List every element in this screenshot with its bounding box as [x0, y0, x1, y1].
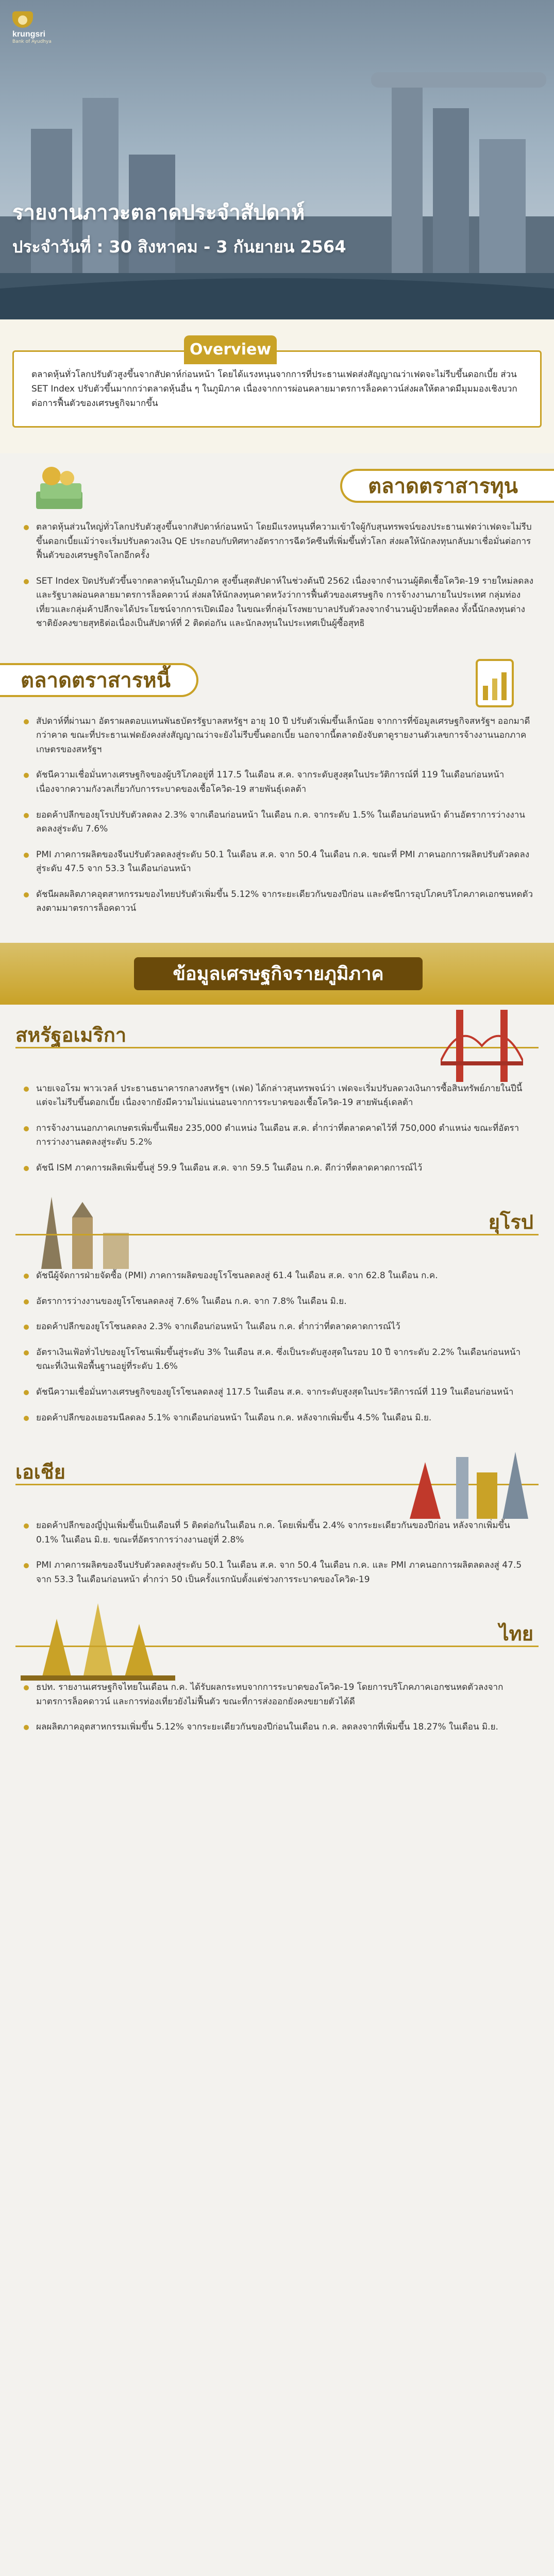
asia-bullet: ยอดค้าปลีกของญี่ปุ่นเพิ่มขึ้นเป็นเดือนที่ 5 ติดต่อกันในเดือน ก.ค. โดยเพิ่มขึ้น 2.4% จากระยะเดียวกันของปีก่อน หลังจากเพิ่มขึ้น 0.1% ในเดือน มิ.ย. ขณะที่อัตราการว่างงานอยู่ที่ 2.8% [21, 1519, 533, 1547]
overview-label: Overview [184, 335, 277, 364]
golden-gate-bridge-icon [441, 1005, 523, 1082]
thailand-divider [15, 1646, 539, 1647]
europe-bullet: ยอดค้าปลีกของเยอรมนีลดลง 5.1% จากเดือนก่อนหน้า ในเดือน ก.ค. หลังจากเพิ่มขึ้น 4.5% ในเดือน มิ.ย. [21, 1411, 533, 1426]
city-skyline-illustration [0, 52, 554, 319]
europe-bullet: อัตราเงินเฟ้อทั่วไปของยูโรโซนเพิ่มขึ้นสู่ระดับ 3% ในเดือน ส.ค. ซึ่งเป็นระดับสูงสุดในรอบ 10 ปี จากระดับ 2.2% ในเดือนก่อนหน้า ขณะที่เงินเฟ้อพื้นฐานอยู่ที่ระดับ 1.6% [21, 1346, 533, 1374]
bond-bullet: สัปดาห์ที่ผ่านมา อัตราผลตอบแทนพันธบัตรรัฐบาลสหรัฐฯ อายุ 10 ปี ปรับตัวเพิ่มขึ้นเล็กน้อย จากการที่ข้อมูลเศรษฐกิจสหรัฐฯ ออกมาดีกว่าคาด ขณะที่ประธานเฟดยังคงส่งสัญญาณว่าจะยังไม่รีบขึ้นดอกเบี้ย นอกจากนี้ตลาดยังจับตาดูรายงานตัวเลขการจ้างงานนอกภาคเกษตรของสหรัฐฯ [21, 715, 533, 757]
bond-title: ตลาดตราสารหนี้ [0, 663, 198, 697]
macro-banner [0, 943, 554, 1005]
equity-bullet: ตลาดหุ้นส่วนใหญ่ทั่วโลกปรับตัวสูงขึ้นจากสัปดาห์ก่อนหน้า โดยมีแรงหนุนที่ความเข้าใจผู้กับสุนทรพจน์ของประธานเฟดว่าเฟดจะไม่รีบขึ้นดอกเบี้ยแม้ว่าจะเริ่มปรับลดวงเงิน QE ประกอบกับทิศทางอัตราการฉีดวัคซีนที่เพิ่มขึ้นทั่วโลก ส่งผลให้นักลงทุนกลับมาเชื่อมั่นต่อการฟื้นตัวของเศรษฐกิจโลกอีกครั้ง [21, 520, 533, 563]
thai-temple-icon [21, 1603, 175, 1681]
asian-landmarks-icon [399, 1442, 533, 1519]
usa-header [0, 1005, 554, 1082]
equity-bullets [0, 520, 554, 648]
overview-text: ตลาดหุ้นทั่วโลกปรับตัวสูงขึ้นจากสัปดาห์ก่อนหน้า โดยได้แรงหนุนจากการที่ประธานเฟดส่งสัญญาณว่าเฟดจะไม่รีบขึ้นดอกเบี้ย ส่วน SET Index ปรับตัวขึ้นมากกว่าตลาดหุ้นอื่น ๆ ในภูมิภาค เนื่องจากการผ่อนคลายมาตรการล็อคดาวน์ส่งผลให้ตลาดมีมุมมองเชิงบวกต่อการฟื้นตัวของเศรษฐกิจมากขึ้น [31, 369, 517, 409]
thailand-bullet: ผลผลิตภาคอุตสาหกรรมเพิ่มขึ้น 5.12% จากระยะเดียวกันของปีก่อนในเดือน ก.ค. ลดลงจากที่เพิ่มขึ้น 18.27% ในเดือน มิ.ย. [21, 1720, 533, 1735]
bond-bullet: ยอดค้าปลีกของยุโรปปรับตัวลดลง 2.3% จากเดือนก่อนหน้า ในเดือน ก.ค. จากระดับ 1.5% ในเดือนก่อนหน้า ด้านอัตราการว่างงานลดลงสู่ระดับ 7.6% [21, 808, 533, 837]
overview-section [0, 319, 554, 453]
bond-header [0, 648, 554, 715]
europe-bullet: อัตราการว่างงานของยูโรโซนลดลงสู่ 7.6% ในเดือน ก.ค. จาก 7.8% ในเดือน มิ.ย. [21, 1295, 533, 1309]
europe-header [0, 1192, 554, 1269]
european-landmarks-icon [21, 1192, 134, 1269]
thailand-bullets [0, 1681, 554, 1751]
usa-title: สหรัฐอเมริกา [15, 1023, 127, 1046]
document-chart-icon [466, 655, 523, 711]
report-title: รายงานภาวะตลาดประจำสัปดาห์ [12, 201, 305, 225]
overview-box [12, 341, 542, 428]
asia-header [0, 1442, 554, 1519]
macro-title: ข้อมูลเศรษฐกิจรายภูมิภาค [134, 957, 423, 990]
krungsri-gecko-icon [12, 11, 33, 28]
usa-bullet: การจ้างงานนอกภาคเกษตรเพิ่มขึ้นเพียง 235,000 ตำแหน่ง ในเดือน ส.ค. ต่ำกว่าที่ตลาดคาดไว้ที่ 750,000 ตำแหน่ง ขณะที่อัตราการว่างงานลดลงสู่ระดับ 5.2% [21, 1122, 533, 1150]
europe-divider [15, 1234, 539, 1235]
bond-bullet: ดัชนีผลผลิตภาคอุตสาหกรรมของไทยปรับตัวเพิ่มขึ้น 5.12% จากระยะเดียวกันของปีก่อน และดัชนีการอุปโภคบริโภคภาคเอกชนหดตัวลงตามมาตรการล็อคดาวน์ [21, 888, 533, 916]
krungsri-logo [12, 11, 74, 44]
equity-header [0, 453, 554, 520]
report-date: ประจำวันที่ : 30 สิงหาคม - 3 กันยายน 2564 [12, 237, 346, 257]
europe-bullet: ยอดค้าปลีกของยูโรโซนลดลง 2.3% จากเดือนก่อนหน้า ในเดือน ก.ค. ต่ำกว่าที่ตลาดคาดการณ์ไว้ [21, 1320, 533, 1334]
asia-bullet: PMI ภาคการผลิตของจีนปรับตัวลดลงสู่ระดับ 50.1 ในเดือน ส.ค. จาก 50.4 ในเดือน ก.ค. และ PMI ภาคนอกการผลิตลดลงสู่ 47.5 จาก 53.3 ในเดือนก่อนหน้า ต่ำกว่า 50 เป็นครั้งแรกนับตั้งแต่ช่วงการระบาดของโควิด-19 [21, 1558, 533, 1587]
brand-subname: Bank of Ayudhya [12, 39, 52, 44]
usa-bullet: นายเจอโรม พาวเวลล์ ประธานธนาคารกลางสหรัฐฯ (เฟด) ได้กล่าวสุนทรพจน์ว่า เฟดจะเริ่มปรับลดวงเงินการซื้อสินทรัพย์ภายในปีนี้ แต่จะไม่รีบขึ้นดอกเบี้ย เนื่องจากยังมีความไม่แน่นอนจากการระบาดของเชื้อโควิด-19 สายพันธุ์เดลต้า [21, 1082, 533, 1110]
europe-bullet: ดัชนีความเชื่อมั่นทางเศรษฐกิจของยูโรโซนลดลงสู่ 117.5 ในเดือน ส.ค. จากระดับสูงสุดในประวัติการณ์ที่ 119 ในเดือนก่อนหน้า [21, 1385, 533, 1400]
asia-bullets [0, 1519, 554, 1603]
thailand-title: ไทย [499, 1622, 533, 1646]
usa-bullets [0, 1082, 554, 1192]
equity-title: ตลาดตราสารทุน [340, 469, 554, 503]
hero-banner [0, 0, 554, 319]
thailand-header [0, 1603, 554, 1681]
bond-bullet: PMI ภาคการผลิตของจีนปรับตัวลดลงสู่ระดับ 50.1 ในเดือน ส.ค. จาก 50.4 ในเดือน ก.ค. ขณะที่ PMI ภาคนอกการผลิตปรับตัวลดลงสู่ระดับ 47.5 จาก 53.3 ในเดือนก่อนหน้า [21, 848, 533, 876]
europe-bullets [0, 1269, 554, 1442]
thailand-bullet: ธปท. รายงานเศรษฐกิจไทยในเดือน ก.ค. ได้รับผลกระทบจากการระบาดของโควิด-19 โดยการบริโภคภาคเอกชนหดตัวลงจากมาตรการล็อคดาวน์ และการท่องเที่ยวยังไม่ฟื้นตัว ขณะที่การส่งออกยังคงขยายตัวได้ดี [21, 1681, 533, 1709]
equity-bullet: SET Index ปิดปรับตัวขึ้นจากตลาดหุ้นในภูมิภาค สูงขึ้นสุดสัปดาห์ในช่วงต้นปี 2562 เนื่องจากจำนวนผู้ติดเชื้อโควิด-19 รายใหม่ลดลง และรัฐบาลผ่อนคลายมาตรการล็อคดาวน์ ส่งผลให้นักลงทุนคาดหวังว่าการฟื้นตัวของเศรษฐกิจ การจ้างงานภายในประเทศ กลุ่มท่องเที่ยวและกลุ่มค้าปลีกจะได้ประโยชน์จากการเปิดเมือง ในขณะที่กลุ่มโรงพยาบาลปรับตัวลงจากจำนวนผู้ป่วยที่ลดลง ทั้งนี้นักลงทุนต่างชาติยังคงขายสุทธิต่อเนื่องเป็นสัปดาห์ที่ 2 ติดต่อกัน และนักลงทุนในประเทศเป็นผู้ซื้อสุทธิ [21, 574, 533, 631]
bond-bullet: ดัชนีความเชื่อมั่นทางเศรษฐกิจของผู้บริโภคอยู่ที่ 117.5 ในเดือน ส.ค. จากระดับสูงสุดในประวัติการณ์ที่ 119 ในเดือนก่อนหน้า เนื่องจากความกังวลเกี่ยวกับการระบาดของเชื้อโควิด-19 สายพันธุ์เดลต้า [21, 768, 533, 796]
usa-bullet: ดัชนี ISM ภาคการผลิตเพิ่มขึ้นสู่ 59.9 ในเดือน ส.ค. จาก 59.5 ในเดือน ก.ค. ดีกว่าที่ตลาดคาดการณ์ไว้ [21, 1161, 533, 1176]
bond-bullets [0, 715, 554, 933]
money-stack-icon [31, 461, 88, 517]
europe-bullet: ดัชนีผู้จัดการฝ่ายจัดซื้อ (PMI) ภาคการผลิตของยูโรโซนลดลงสู่ 61.4 ในเดือน ส.ค. จาก 62.8 ในเดือน ก.ค. [21, 1269, 533, 1283]
europe-title: ยุโรป [488, 1211, 533, 1234]
asia-title: เอเชีย [15, 1461, 65, 1484]
brand-name: krungsri [12, 30, 46, 39]
